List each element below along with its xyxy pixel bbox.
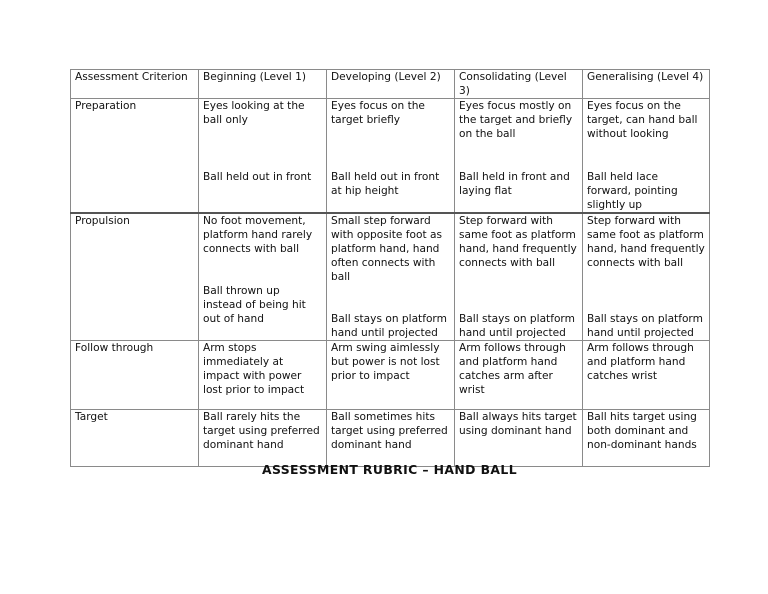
header-cell-level-1: Beginning (Level 1) — [199, 70, 327, 99]
descriptor-text: Ball stays on platform hand until projected — [459, 313, 575, 339]
criterion-cell: Follow through — [71, 341, 199, 410]
rubric-table — [70, 69, 710, 467]
rubric-cell: Arm follows through and platform hand catches wrist — [583, 341, 710, 410]
descriptor-text: Ball held lace forward, pointing slightly up — [587, 171, 678, 211]
rubric-cell — [327, 213, 455, 341]
descriptor-text: No foot movement, platform hand rarely connects with ball — [203, 215, 313, 255]
header-cell-level-3: Consolidating (Level 3) — [455, 70, 583, 99]
table-row-propulsion — [71, 213, 710, 341]
rubric-cell — [199, 99, 327, 214]
descriptor-text: Eyes focus mostly on the target and briefly on the ball — [459, 100, 573, 140]
rubric-cell: Arm follows through and platform hand catches arm after wrist — [455, 341, 583, 410]
descriptor-text: Ball held in front and laying flat — [459, 171, 570, 197]
criterion-cell: Preparation — [71, 99, 199, 214]
rubric-cell — [327, 99, 455, 214]
rubric-cell: Ball rarely hits the target using preferred dominant hand — [199, 410, 327, 467]
rubric-cell: Ball hits target using both dominant and non-dominant hands — [583, 410, 710, 467]
descriptor-text: Eyes focus on the target, can hand ball without looking — [587, 100, 698, 140]
descriptor-text: Small step forward with opposite foot as platform hand, hand often connects with ball — [331, 215, 442, 283]
criterion-cell: Target — [71, 410, 199, 467]
table-row-preparation — [71, 99, 710, 214]
table-row-target — [71, 410, 710, 467]
rubric-cell: Ball always hits target using dominant hand — [455, 410, 583, 467]
rubric-cell — [583, 213, 710, 341]
page-title: ASSESSMENT RUBRIC – HAND BALL — [261, 462, 518, 477]
descriptor-text: Eyes focus on the target briefly — [331, 100, 425, 126]
descriptor-text: Step forward with same foot as platform hand, hand frequently connects with ball — [459, 215, 577, 269]
rubric-cell — [199, 213, 327, 341]
rubric-cell: Arm swing aimlessly but power is not lost prior to impact — [327, 341, 455, 410]
rubric-cell — [583, 99, 710, 214]
header-row — [71, 70, 710, 99]
descriptor-text: Ball held out in front — [203, 171, 312, 183]
criterion-cell: Propulsion — [71, 213, 199, 341]
header-cell-criterion: Assessment Criterion — [71, 70, 199, 99]
rubric-cell: Arm stops immediately at impact with power lost prior to impact — [199, 341, 327, 410]
descriptor-text: Ball thrown up instead of being hit out of hand — [203, 285, 306, 325]
table-row-follow-through — [71, 341, 710, 410]
descriptor-text: Step forward with same foot as platform hand, hand frequently connects with ball — [587, 215, 705, 269]
header-cell-level-2: Developing (Level 2) — [327, 70, 455, 99]
rubric-cell — [455, 213, 583, 341]
descriptor-text: Eyes looking at the ball only — [203, 100, 305, 126]
descriptor-text: Ball stays on platform hand until projected — [587, 313, 703, 339]
descriptor-text: Ball stays on platform hand until projected — [331, 313, 447, 339]
rubric-cell: Ball sometimes hits target using preferred dominant hand — [327, 410, 455, 467]
header-cell-level-4: Generalising (Level 4) — [583, 70, 710, 99]
rubric-cell — [455, 99, 583, 214]
descriptor-text: Ball held out in front at hip height — [331, 171, 440, 197]
